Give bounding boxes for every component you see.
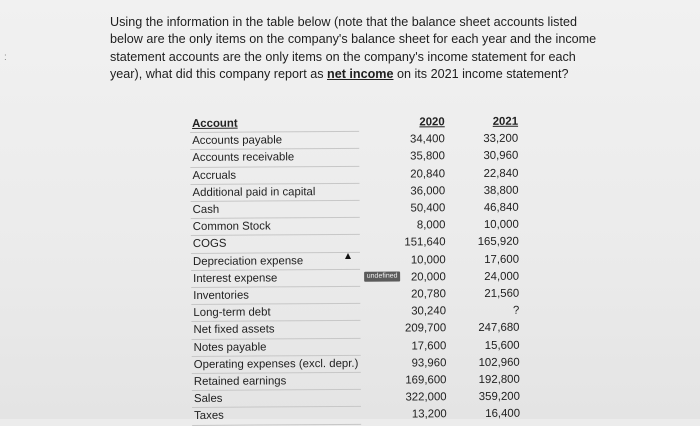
question-text: [110, 14, 610, 84]
value-2020: 20,840: [410, 167, 446, 181]
header-2020: 2020: [419, 116, 445, 129]
account-name: Net fixed assets: [191, 321, 360, 339]
balance-table-wrap: [190, 114, 522, 423]
value-2020: 30,240: [411, 305, 447, 318]
value-2021: 10,000: [483, 218, 519, 232]
table-row: [192, 406, 522, 426]
account-name: Notes payable: [192, 338, 361, 356]
account-name: Cash: [191, 200, 360, 218]
account-name: Inventories: [191, 286, 360, 304]
value-2020: 93,960: [411, 357, 447, 370]
value-2020: 209,700: [404, 322, 447, 335]
value-2021: 22,840: [483, 167, 519, 180]
value-2021: 30,960: [483, 150, 519, 163]
value-2021: ?: [512, 304, 520, 317]
header-2021: 2021: [492, 115, 519, 129]
account-name: Accounts payable: [190, 132, 359, 150]
value-2020: 17,600: [411, 339, 447, 353]
value-2021: 21,560: [484, 287, 520, 300]
value-2020: 20,780: [411, 288, 446, 301]
question-after: on its 2021 income statement?: [393, 67, 569, 82]
question-before: Using the information in the table below (note that the balance sheet accounts listed below are the only items on the company's balance sheet for each year and the income statement accounts are the only items on the company's income statement for each year), what did this company report as: [110, 15, 597, 82]
account-name: COGS: [191, 235, 360, 253]
account-name: Depreciation expense: [191, 252, 360, 270]
value-2020: 34,400: [409, 133, 445, 146]
value-2021: 192,800: [478, 373, 520, 387]
question-emphasis: net income: [327, 67, 394, 82]
value-2021: 247,680: [478, 322, 520, 335]
value-2020: 169,600: [405, 374, 447, 387]
value-2021: 15,600: [484, 339, 520, 352]
value-2020: 10,000: [410, 253, 446, 267]
value-2020: 151,640: [404, 236, 446, 249]
balance-table: [190, 114, 522, 426]
value-2021: 33,200: [483, 132, 519, 146]
value-2021: 38,800: [483, 184, 519, 197]
account-name: Common Stock: [191, 218, 360, 236]
account-name: Interest expense: [191, 269, 360, 287]
account-name: Accounts receivable: [190, 149, 359, 167]
value-2021: 165,920: [477, 236, 519, 249]
value-2021: 16,400: [485, 408, 521, 421]
value-2021: 24,000: [484, 270, 520, 283]
value-2021: 102,960: [478, 356, 520, 369]
account-name: Retained earnings: [192, 372, 361, 390]
header-account: Account: [190, 115, 359, 133]
account-name: Operating expenses (excl. depr.): [192, 355, 361, 373]
table-body: [190, 130, 522, 425]
value-2020: 35,800: [410, 150, 445, 163]
value-2021: 17,600: [484, 253, 520, 266]
value-2020: 36,000: [410, 185, 446, 198]
account-name: Long-term debt: [191, 304, 360, 322]
value-2020: 20,000: [410, 271, 446, 284]
mouse-cursor-icon: [345, 253, 351, 259]
margin-mark: :: [4, 52, 7, 63]
account-name: Taxes: [192, 407, 361, 425]
undefined-badge: undefined: [364, 272, 401, 282]
account-name: Sales: [192, 390, 361, 408]
value-2021: 359,200: [478, 390, 521, 404]
value-2020: 13,200: [411, 408, 447, 421]
account-name: Accruals: [190, 166, 359, 184]
account-name: Additional paid in capital: [190, 183, 359, 201]
value-2020: 322,000: [405, 391, 447, 404]
value-2021: 46,840: [483, 201, 519, 214]
value-2020: 8,000: [416, 219, 446, 232]
value-2020: 50,400: [410, 202, 446, 215]
